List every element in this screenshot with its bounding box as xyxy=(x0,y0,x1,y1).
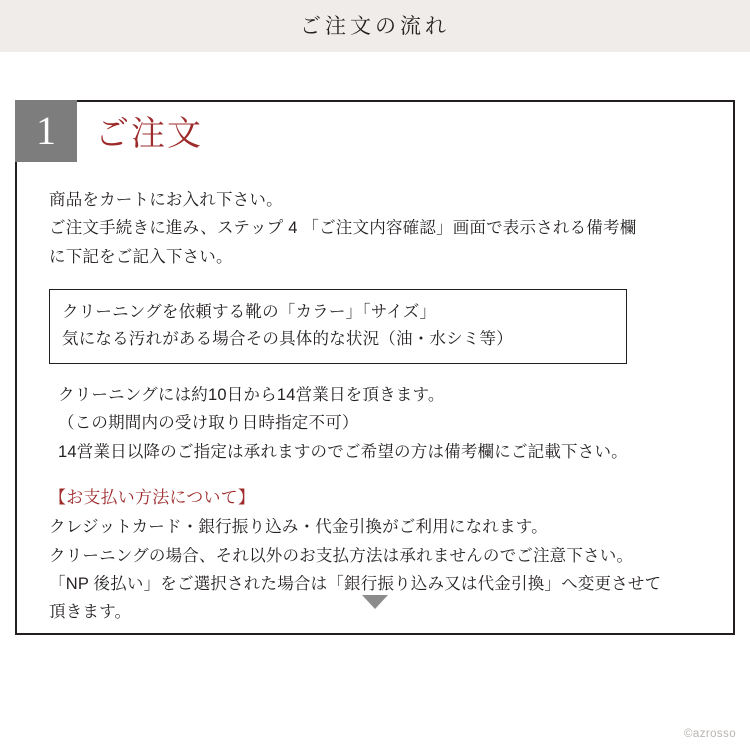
payment-line: 頂きます。 xyxy=(49,603,132,622)
payment-line: クレジットカード・銀行振り込み・代金引換がご利用になれます。 xyxy=(49,518,548,537)
payment-heading: 【お支払い方法について】 xyxy=(49,488,256,508)
intro-line: に下記をご記入下さい。 xyxy=(49,247,233,266)
schedule-line: クリーニングには約10日から14営業日を頂きます。 xyxy=(58,385,445,404)
watermark-text: ©azrosso xyxy=(684,728,736,740)
step-frame xyxy=(15,100,735,635)
intro-line: 商品をカートにお入れ下さい。 xyxy=(49,191,283,209)
step-body xyxy=(49,186,709,627)
intro-line: ご注文手続きに進み、ステップ 4 「ご注文内容確認」画面で表示される備考欄 xyxy=(49,219,637,238)
note-line: 気になる汚れがある場合その具体的な状況（油・水シミ等） xyxy=(62,329,513,348)
note-line: クリーニングを依頼する靴の「カラー」「サイズ」 xyxy=(62,303,437,322)
step-number-badge: 1 xyxy=(15,100,77,162)
payment-line: 「NP 後払い」をご選択された場合は「銀行振り込み又は代金引換」へ変更させて xyxy=(49,575,662,594)
arrow-down-icon xyxy=(362,595,388,609)
step-title: ご注文 xyxy=(95,115,203,153)
page-title: ご注文の流れ xyxy=(300,14,450,38)
schedule-line: 14営業日以降のご指定は承れますのでご希望の方は備考欄にご記載下さい。 xyxy=(58,442,628,461)
header-band xyxy=(0,0,750,52)
schedule-line: （この期間内の受け取り日時指定不可） xyxy=(58,414,359,433)
schedule-paragraph xyxy=(49,381,709,467)
payment-paragraph xyxy=(49,513,709,627)
intro-paragraph xyxy=(49,186,709,271)
payment-line: クリーニングの場合、それ以外のお支払方法は承れませんのでご注意下さい。 xyxy=(49,546,634,565)
remarks-note-box xyxy=(49,289,627,363)
